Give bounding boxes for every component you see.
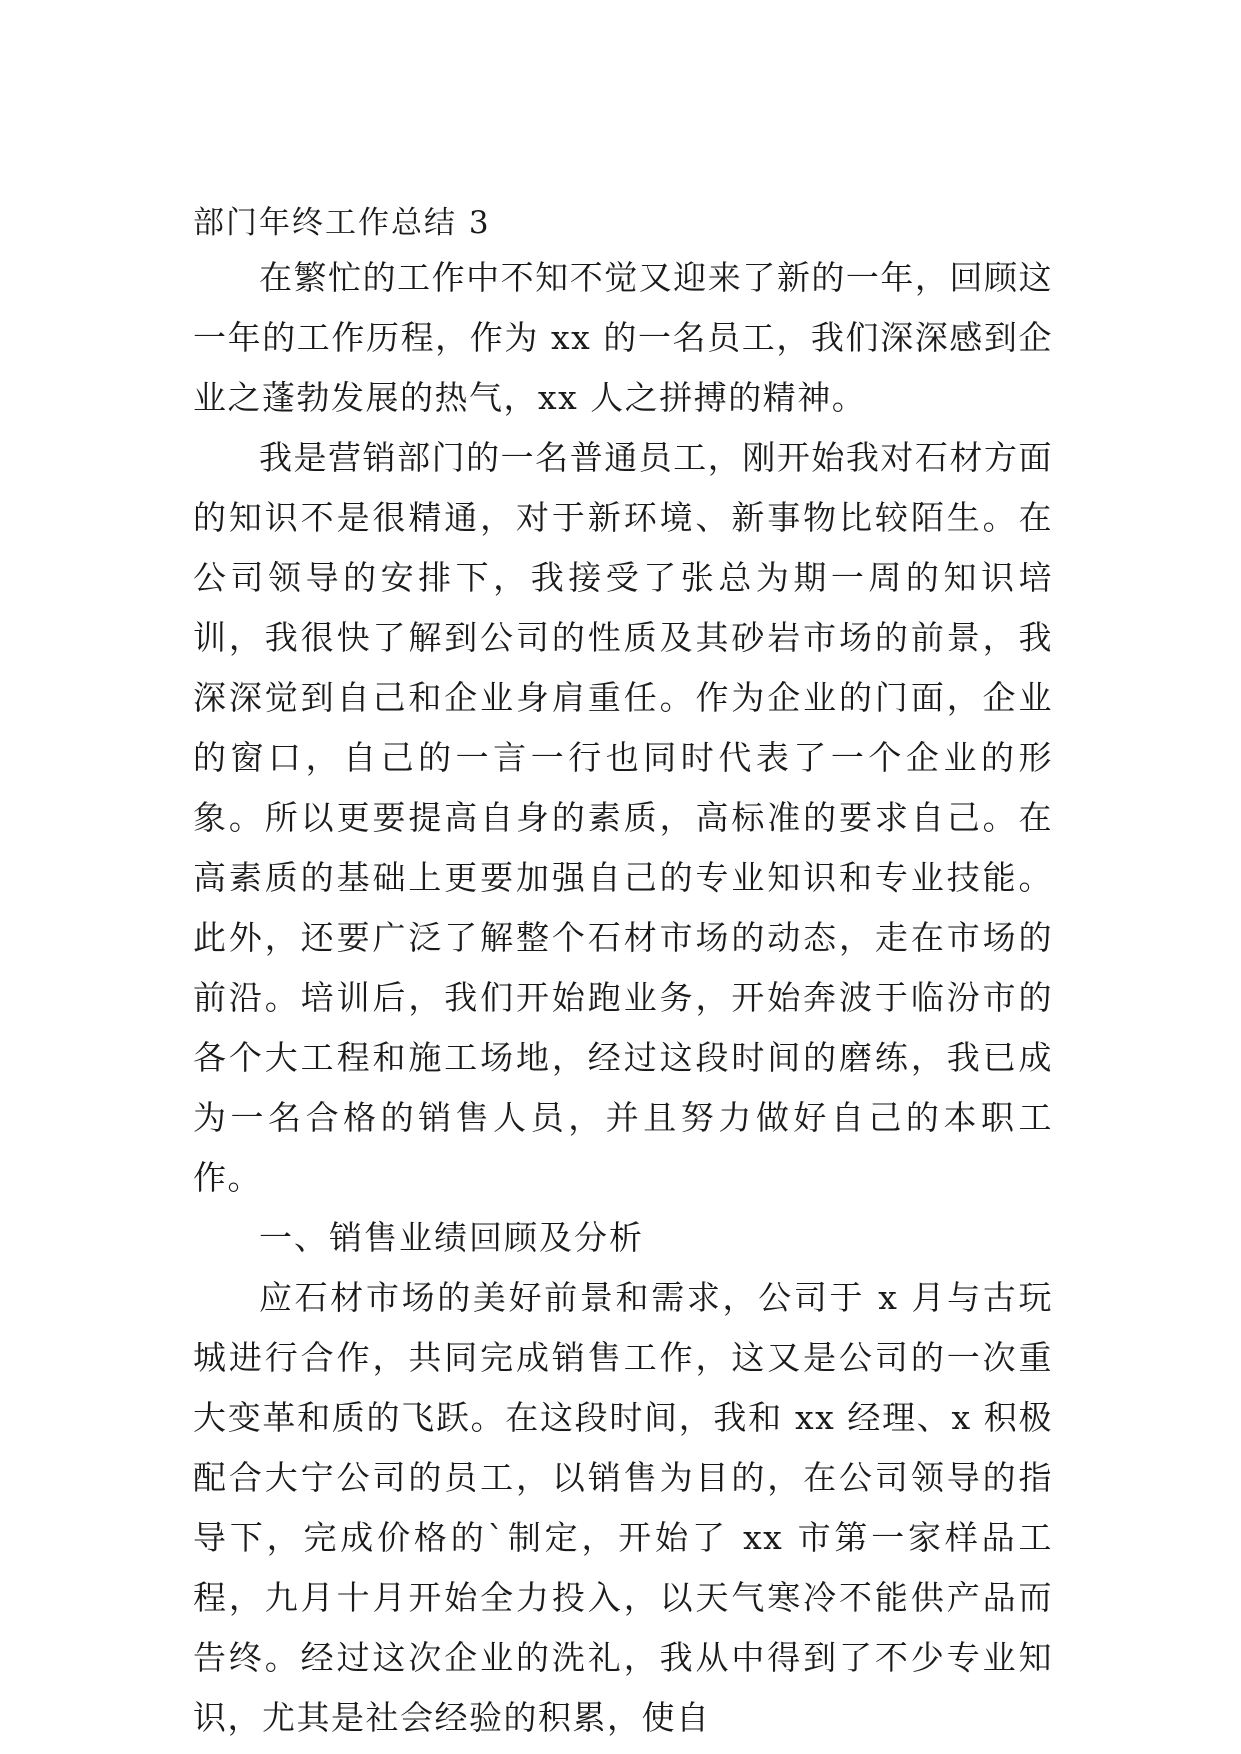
paragraph-sales-review: 应石材市场的美好前景和需求，公司于 x 月与古玩城进行合作，共同完成销售工作，这又是公司的一次重大变革和质的飞跃。在这段时间，我和 xx 经理、x 积极配合大宁公司的员工，以销售为目的，在公司领导的指导下，完成价格的`制定，开始了 xx 市第一家样品工程，九月十月开始全力投入，以天气寒冷不能供产品而告终。经过这次企业的洗礼，我从中得到了不少专业知识，尤其是社会经验的积累，使自 (193, 1278, 1053, 1737)
paragraph-experience: 我是营销部门的一名普通员工，刚开始我对石材方面的知识不是很精通，对于新环境、新事物比较陌生。在公司领导的安排下，我接受了张总为期一周的知识培训，我很快了解到公司的性质及其砂岩市场的前景，我深深觉到自己和企业身肩重任。作为企业的门面，企业的窗口，自己的一言一行也同时代表了一个企业的形象。所以更要提高自身的素质，高标准的要求自己。在高素质的基础上更要加强自己的专业知识和专业技能。此外，还要广泛了解整个石材市场的动态，走在市场的前沿。培训后，我们开始跑业务，开始奔波于临汾市的各个大工程和施工场地，经过这段时间的磨练，我已成为一名合格的销售人员，并且努力做好自己的本职工作。 (193, 438, 1053, 1197)
document-title: 部门年终工作总结 3 (193, 205, 491, 241)
document-body (193, 198, 1053, 1748)
paragraph-intro: 在繁忙的工作中不知不觉又迎来了新的一年，回顾这一年的工作历程，作为 xx 的一名员工，我们深深感到企业之蓬勃发展的热气，xx 人之拼搏的精神。 (193, 258, 1053, 417)
section-heading: 一、销售业绩回顾及分析 (259, 1218, 644, 1257)
